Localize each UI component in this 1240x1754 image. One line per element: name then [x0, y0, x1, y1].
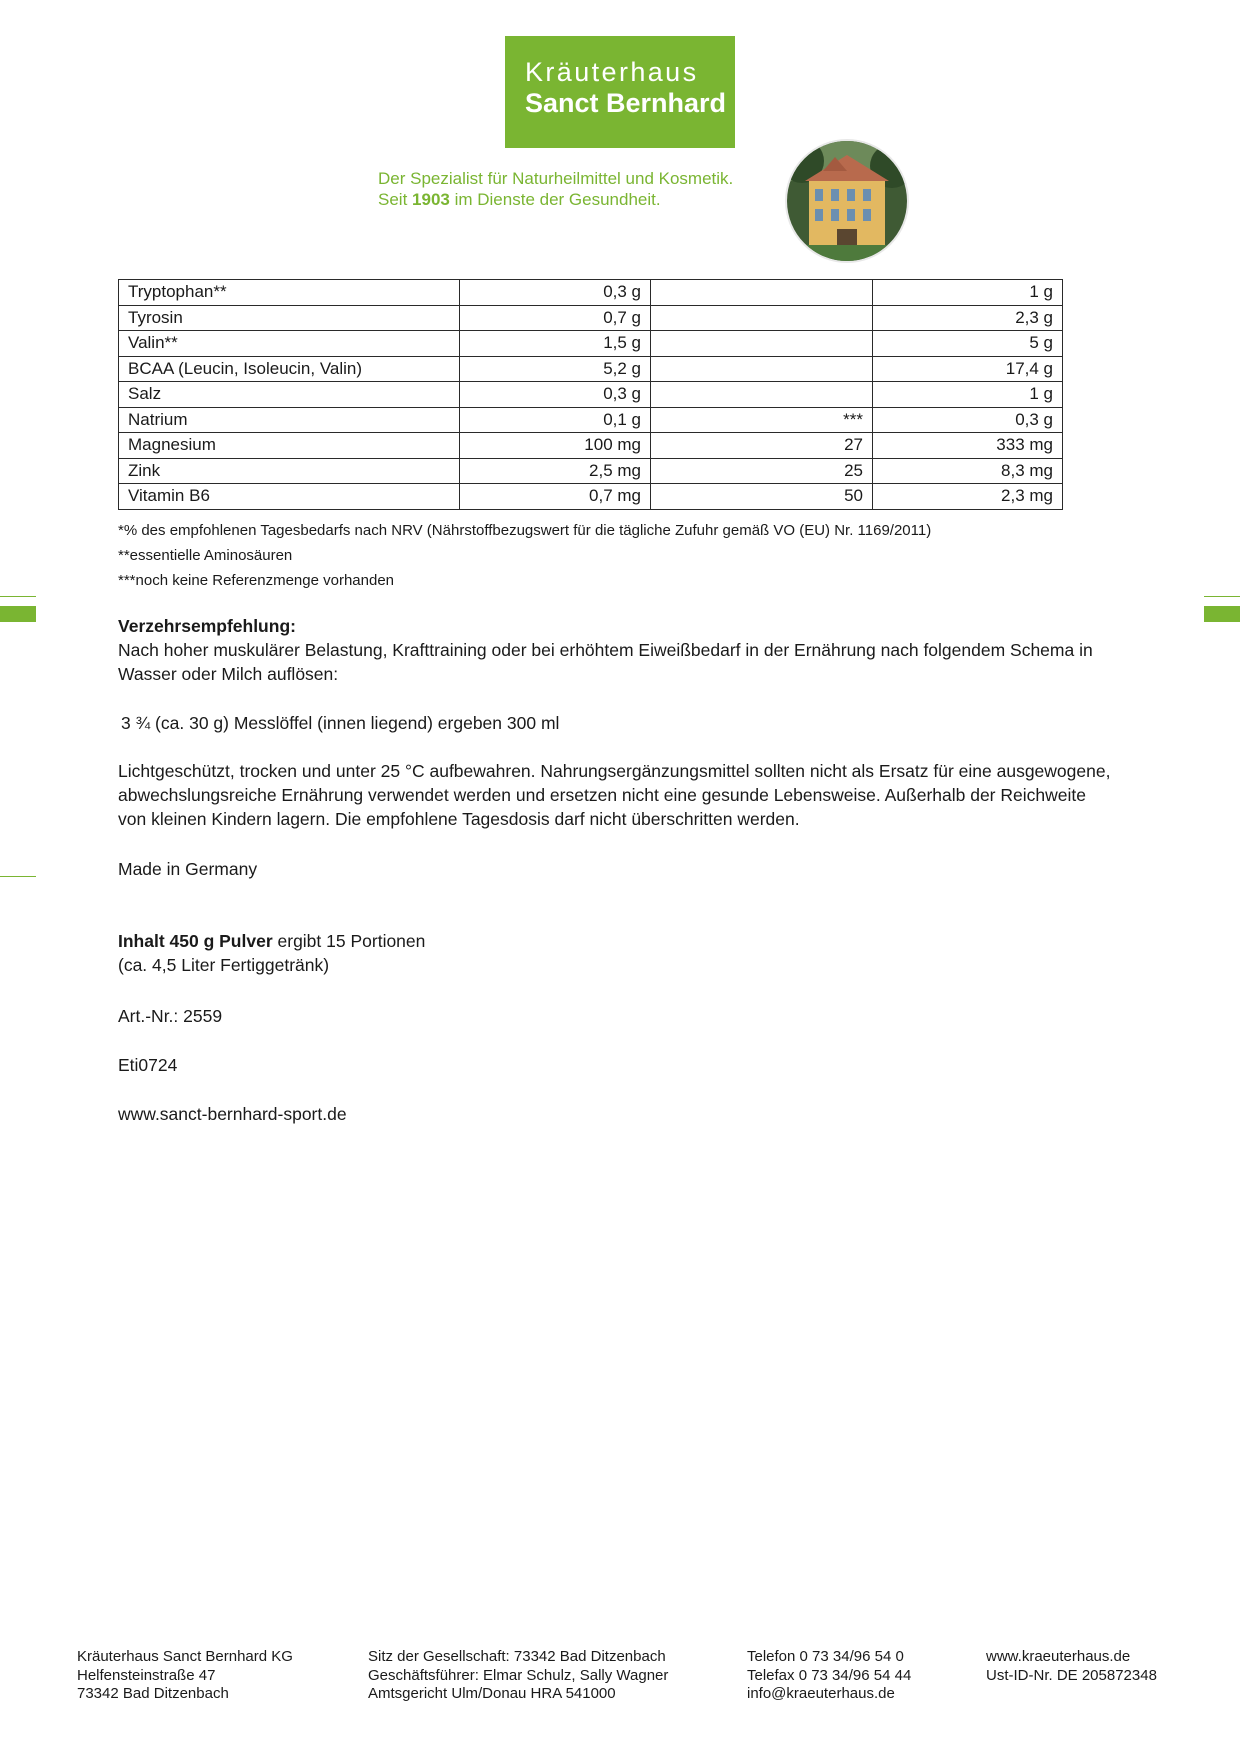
nutrient-name: Tyrosin: [119, 305, 460, 331]
tagline-line-1: Der Spezialist für Naturheilmittel und Kosmetik.: [378, 169, 734, 188]
nutrient-amount: 0,7 g: [460, 305, 651, 331]
usage-heading: Verzehrsempfehlung:: [118, 616, 296, 636]
nutrient-nrv-percent: [651, 331, 873, 357]
nutrient-nrv-percent: 50: [651, 484, 873, 510]
nutrient-nrv-percent: [651, 305, 873, 331]
footer-court: Amtsgericht Ulm/Donau HRA 541000: [368, 1685, 616, 1702]
nutrient-amount-per-100g: 17,4 g: [873, 356, 1063, 382]
footer-web: [986, 1648, 1157, 1685]
contents-line-1: Inhalt 450 g Pulver ergibt 15 Portionen: [118, 931, 426, 951]
nutrient-amount: 0,1 g: [460, 407, 651, 433]
footer-seat: Sitz der Gesellschaft: 73342 Bad Ditzenbach: [368, 1648, 666, 1665]
table-row: [119, 331, 1063, 357]
fold-mark-left-bar: [0, 606, 36, 622]
footer-street: Helfensteinstraße 47: [77, 1666, 216, 1684]
footer-company: [77, 1648, 293, 1704]
logo-line-2: Sanct Bernhard: [525, 88, 727, 118]
nutrient-nrv-percent: 27: [651, 433, 873, 459]
table-row: [119, 382, 1063, 408]
nutrient-amount: 0,3 g: [460, 280, 651, 306]
nutrient-amount-per-100g: 8,3 mg: [873, 458, 1063, 484]
nutrient-name: Vitamin B6: [119, 484, 460, 510]
nutrient-name: Magnesium: [119, 433, 460, 459]
footnote-essential: **essentielle Aminosäuren: [118, 547, 293, 564]
footer-contact: [747, 1648, 911, 1704]
fold-mark-left-line: [0, 596, 36, 597]
storage-text: Lichtgeschützt, trocken und unter 25 °C aufbewahren. Nahrungsergänzungsmittel sollten nicht als Ersatz für eine ausgewogene, abwechslungsreiche Ernährung verwendet werden und ersetzen nicht eine gesunde Lebensweise. Außerhalb der Reichweite von kleinen Kindern lagern. Die empfohlene Tagesdosis darf nicht überschritten werden.: [118, 761, 1111, 829]
nutrient-amount-per-100g: 1 g: [873, 382, 1063, 408]
tagline-year: 1903: [412, 190, 450, 209]
nutrient-name: Tryptophan**: [119, 280, 460, 306]
footer-company-name: Kräuterhaus Sanct Bernhard KG: [77, 1648, 293, 1665]
nutrient-name: Natrium: [119, 407, 460, 433]
nutrient-nrv-percent: [651, 382, 873, 408]
fold-mark-right-line: [1204, 596, 1240, 597]
brand-logo: [505, 36, 735, 148]
table-row: [119, 280, 1063, 306]
nutrient-amount: 1,5 g: [460, 331, 651, 357]
nutrient-amount-per-100g: 333 mg: [873, 433, 1063, 459]
punch-mark-left-line: [0, 876, 36, 877]
contents-text: [118, 929, 1118, 977]
tagline-seit: Seit: [378, 190, 408, 209]
nutrient-amount-per-100g: 2,3 mg: [873, 484, 1063, 510]
tagline-line-2: [378, 189, 733, 210]
table-row: [119, 458, 1063, 484]
footer-managers: Geschäftsführer: Elmar Schulz, Sally Wagner: [368, 1666, 669, 1684]
tagline: [378, 168, 733, 210]
footer-email[interactable]: info@kraeuterhaus.de: [747, 1685, 895, 1702]
article-number: Art.-Nr.: 2559: [118, 1006, 223, 1026]
nutrient-amount: 0,7 mg: [460, 484, 651, 510]
nutrient-amount: 100 mg: [460, 433, 651, 459]
building-photo: [785, 139, 909, 263]
usage-dosage: 3 ¾ (ca. 30 g) Messlöffel (innen liegend) ergeben 300 ml: [121, 713, 560, 733]
nutrient-nrv-percent: [651, 280, 873, 306]
nutrient-nrv-percent: [651, 356, 873, 382]
table-row: [119, 433, 1063, 459]
label-code: Eti0724: [118, 1055, 178, 1075]
nutrient-name: Valin**: [119, 331, 460, 357]
footer-city: 73342 Bad Ditzenbach: [77, 1685, 229, 1702]
nutrient-nrv-percent: ***: [651, 407, 873, 433]
nutrient-amount: 2,5 mg: [460, 458, 651, 484]
footnote-no-reference: ***noch keine Referenzmenge vorhanden: [118, 572, 395, 589]
logo-line-1: Kräuterhaus: [525, 57, 699, 87]
table-row: [119, 484, 1063, 510]
footnote-nrv: *% des empfohlenen Tagesbedarfs nach NRV (Nährstoffbezugswert für die tägliche Zufuhr gemäß VO (EU) Nr. 1169/2011): [118, 522, 932, 539]
table-row: [119, 356, 1063, 382]
contents-line-2: (ca. 4,5 Liter Fertiggetränk): [118, 955, 330, 975]
usage-section: [118, 614, 1118, 686]
origin-text: Made in Germany: [118, 859, 258, 879]
footer-phone[interactable]: Telefon 0 73 34/96 54 0: [747, 1648, 904, 1665]
nutrient-nrv-percent: 25: [651, 458, 873, 484]
nutrient-amount: 0,3 g: [460, 382, 651, 408]
nutrient-amount-per-100g: 2,3 g: [873, 305, 1063, 331]
usage-text: Nach hoher muskulärer Belastung, Krafttraining oder bei erhöhtem Eiweißbedarf in der Ernährung nach folgendem Schema in Wasser oder Milch auflösen:: [118, 640, 1093, 684]
table-row: [119, 407, 1063, 433]
nutrient-name: BCAA (Leucin, Isoleucin, Valin): [119, 356, 460, 382]
nutrient-name: Salz: [119, 382, 460, 408]
nutrient-amount-per-100g: 0,3 g: [873, 407, 1063, 433]
footer-legal: [368, 1648, 668, 1704]
fold-mark-right-bar: [1204, 606, 1240, 622]
nutrition-table: [118, 279, 1063, 510]
footer-vat-id: Ust-ID-Nr. DE 205872348: [986, 1666, 1157, 1684]
tagline-rest: im Dienste der Gesundheit.: [454, 190, 661, 209]
nutrient-amount-per-100g: 1 g: [873, 280, 1063, 306]
nutrient-amount-per-100g: 5 g: [873, 331, 1063, 357]
nutrient-amount: 5,2 g: [460, 356, 651, 382]
nutrient-name: Zink: [119, 458, 460, 484]
website-link[interactable]: www.sanct-bernhard-sport.de: [118, 1104, 347, 1124]
table-row: [119, 305, 1063, 331]
footer-fax: Telefax 0 73 34/96 54 44: [747, 1666, 912, 1684]
footnotes: [118, 518, 931, 593]
footer-website[interactable]: www.kraeuterhaus.de: [986, 1648, 1131, 1665]
